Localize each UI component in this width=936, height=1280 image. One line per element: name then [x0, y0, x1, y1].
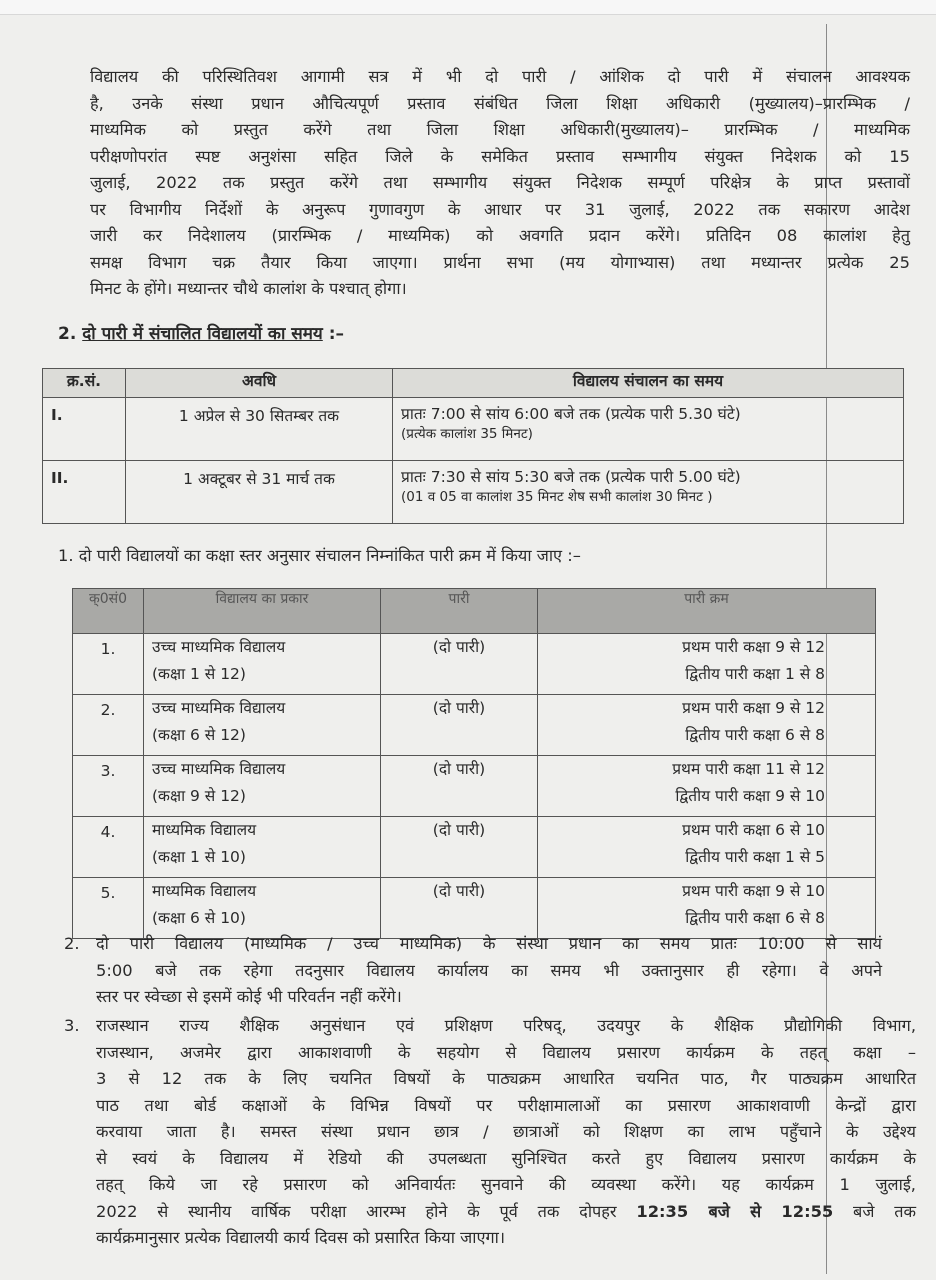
- row-serial: 4.: [73, 817, 144, 878]
- table-row: [73, 695, 876, 756]
- row-serial: 1.: [73, 634, 144, 695]
- row-shift: (दो पारी): [381, 878, 538, 939]
- row-shift: (दो पारी): [381, 756, 538, 817]
- time-note: (प्रत्येक कालांश 35 मिनट): [401, 426, 533, 442]
- point-3-line: [96, 1199, 916, 1226]
- row-time: [393, 461, 904, 524]
- point-3-line: करवाया जाता है। समस्त संस्था प्रधान छात्र / छात्राओं को शिक्षण का लाभ पहुँचाने के उद्देश्य: [96, 1122, 916, 1141]
- intro-line: पर विभागीय निर्देशों के अनुरूप गुणावगुण के आधार पर 31 जुलाई, 2022 तक सकारण आदेश: [90, 199, 910, 219]
- row-shift-order: [538, 756, 876, 817]
- row-shift-order: [538, 634, 876, 695]
- second-shift: द्वितीय पारी कक्षा 1 से 8: [685, 665, 825, 683]
- second-shift: द्वितीय पारी कक्षा 1 से 5: [685, 848, 825, 866]
- table-row: [73, 756, 876, 817]
- table-header-row: [43, 369, 904, 398]
- second-shift: द्वितीय पारी कक्षा 9 से 10: [675, 787, 825, 805]
- point-3-paragraph: [96, 1013, 916, 1252]
- time-text: प्रातः 7:00 से सांय 6:00 बजे तक (प्रत्येक पारी 5.30 घंटे): [401, 405, 741, 423]
- time-note: (01 व 05 वा कालांश 35 मिनट शेष सभी कालांश 30 मिनट ): [401, 489, 713, 505]
- point-3-line: कार्यक्रमानुसार प्रत्येक विद्यालयी कार्य दिवस को प्रसारित किया जाएगा।: [96, 1228, 506, 1247]
- row-school-type: [144, 878, 381, 939]
- point-3-line: 3 से 12 तक के लिए चयनित विषयों के पाठ्यक्रम आधारित चयनित पाठ, गैर पाठ्यक्रम आधारित: [96, 1069, 916, 1088]
- timing-table: [42, 368, 904, 524]
- point-3-line: से स्वयं के विद्यालय में रेडियो की उपलब्धता सुनिश्चित करते हुए विद्यालय प्रसारण कार्यक्रम के: [96, 1148, 916, 1168]
- row-shift-order: [538, 695, 876, 756]
- intro-line: समक्ष विभाग चक्र तैयार किया जाएगा। प्रार्थना सभा (मय योगाभ्यास) तथा मध्यान्तर प्रत्येक 25: [90, 252, 910, 272]
- intro-line: जुलाई, 2022 तक प्रस्तुत करेंगे तथा सम्भागीय संयुक्त निदेशक सम्पूर्ण परिक्षेत्र के प्राप्त प्रस्तावों: [90, 173, 910, 192]
- first-shift: प्रथम पारी कक्षा 9 से 10: [682, 882, 825, 900]
- school-type: उच्च माध्यमिक विद्यालय: [152, 760, 286, 778]
- school-type: उच्च माध्यमिक विद्यालय: [152, 699, 286, 717]
- intro-paragraph: [90, 64, 910, 303]
- row-shift-order: [538, 817, 876, 878]
- school-type: उच्च माध्यमिक विद्यालय: [152, 638, 286, 656]
- section-number: 2.: [58, 324, 77, 344]
- intro-line: जारी कर निदेशालय (प्रारम्भिक / माध्यमिक) को अवगति प्रदान करेंगे। प्रतिदिन 08 कालांश हेतु: [90, 226, 910, 245]
- header-school-type: विद्यालय का प्रकार: [144, 589, 381, 634]
- point-3-line: पाठ तथा बोर्ड कक्षाओं के विभिन्न विषयों पर परीक्षामालाओं का प्रसारण आकाशवाणी केन्द्रों द्वारा: [96, 1095, 916, 1115]
- point-3-line: राजस्थान राज्य शैक्षिक अनुसंधान एवं प्रशिक्षण परिषद्, उदयपुर के शैक्षिक प्रौद्योगिकी विभाग,: [96, 1016, 916, 1035]
- header-period: अवधि: [126, 369, 393, 398]
- table-row: [73, 817, 876, 878]
- school-classes: (कक्षा 1 से 12): [152, 665, 246, 683]
- intro-line: है, उनके संस्था प्रधान औचित्यपूर्ण प्रस्ताव संबंधित जिला शिक्षा अधिकारी (मुख्यालय)–प्रारम्भिक /: [90, 93, 910, 113]
- first-shift: प्रथम पारी कक्षा 9 से 12: [682, 638, 825, 656]
- row-time: [393, 398, 904, 461]
- point-2-line: दो पारी विद्यालय (माध्यमिक / उच्च माध्यमिक) के संस्था प्रधान का समय प्रातः 10:00 से सायं: [96, 934, 882, 953]
- school-classes: (कक्षा 6 से 10): [152, 909, 246, 927]
- point-number: 1.: [58, 546, 74, 565]
- school-type: माध्यमिक विद्यालय: [152, 882, 257, 900]
- scan-top-edge: [0, 0, 936, 15]
- row-school-type: [144, 756, 381, 817]
- header-serial: क्0सं0: [73, 589, 144, 634]
- point-2-number: 2.: [64, 934, 80, 953]
- point-3-number: 3.: [64, 1016, 80, 1035]
- intro-line: माध्यमिक को प्रस्तुत करेंगे तथा जिला शिक्षा अधिकारी(मुख्यालय)– प्रारम्भिक / माध्यमिक: [90, 120, 910, 139]
- intro-line: विद्यालय की परिस्थितिवश आगामी सत्र में भी दो पारी / आंशिक दो पारी में संचालन आवश्यक: [90, 67, 910, 86]
- second-shift: द्वितीय पारी कक्षा 6 से 8: [685, 909, 825, 927]
- school-classes: (कक्षा 9 से 12): [152, 787, 246, 805]
- row-shift: (दो पारी): [381, 817, 538, 878]
- table-row: [73, 878, 876, 939]
- section-title: दो पारी में संचालित विद्यालयों का समय: [82, 324, 323, 344]
- table-row: [43, 461, 904, 524]
- point-1: [58, 544, 581, 566]
- row-serial: 2.: [73, 695, 144, 756]
- header-serial: क्र.सं.: [43, 369, 126, 398]
- intro-line: मिनट के होंगे। मध्यान्तर चौथे कालांश के पश्चात् होगा।: [90, 279, 407, 298]
- time-text: प्रातः 7:30 से सांय 5:30 बजे तक (प्रत्येक पारी 5.00 घंटे): [401, 468, 741, 486]
- second-shift: द्वितीय पारी कक्षा 6 से 8: [685, 726, 825, 744]
- point-2-line: स्तर पर स्वेच्छा से इसमें कोई भी परिवर्तन नहीं करेंगे।: [96, 987, 402, 1006]
- row-period: 1 अक्टूबर से 31 मार्च तक: [126, 461, 393, 524]
- header-time: विद्यालय संचालन का समय: [393, 369, 904, 398]
- school-classes: (कक्षा 1 से 10): [152, 848, 246, 866]
- point-2-paragraph: [96, 931, 882, 1011]
- point-text: दो पारी विद्यालयों का कक्षा स्तर अनुसार संचालन निम्नांकित पारी क्रम में किया जाए :–: [78, 546, 581, 565]
- school-type: माध्यमिक विद्यालय: [152, 821, 257, 839]
- row-shift: (दो पारी): [381, 695, 538, 756]
- row-serial: II.: [43, 461, 126, 524]
- row-school-type: [144, 817, 381, 878]
- row-serial: 5.: [73, 878, 144, 939]
- intro-line: परीक्षणोपरांत स्पष्ट अनुशंसा सहित जिले के समेकित प्रस्ताव सम्भागीय संयुक्त निदेशक को 15: [90, 146, 910, 166]
- point-3-line: तहत् किये जा रहे प्रसारण को अनिवार्यतः सुनवाने की व्यवस्था करेंगे। यह कार्यक्रम 1 जुलाई,: [96, 1175, 916, 1194]
- section-heading: [58, 321, 344, 344]
- header-shift: पारी: [381, 589, 538, 634]
- point-3-line: राजस्थान, अजमेर द्वारा आकाशवाणी के सहयोग से विद्यालय प्रसारण कार्यक्रम के तहत् कक्षा –: [96, 1042, 916, 1062]
- first-shift: प्रथम पारी कक्षा 9 से 12: [682, 699, 825, 717]
- row-school-type: [144, 634, 381, 695]
- first-shift: प्रथम पारी कक्षा 11 से 12: [672, 760, 825, 778]
- table-row: [43, 398, 904, 461]
- school-classes: (कक्षा 6 से 12): [152, 726, 246, 744]
- section-suffix: :–: [322, 324, 345, 344]
- table-header-row: [73, 589, 876, 634]
- header-shift-order: पारी क्रम: [538, 589, 876, 634]
- broadcast-time: 12:35 बजे से 12:55: [636, 1201, 834, 1221]
- row-shift: (दो पारी): [381, 634, 538, 695]
- point-3-line8-start: 2022 से स्थानीय वार्षिक परीक्षा आरम्भ होने के पूर्व तक दोपहर: [96, 1201, 637, 1221]
- first-shift: प्रथम पारी कक्षा 6 से 10: [682, 821, 825, 839]
- row-period: 1 अप्रेल से 30 सितम्बर तक: [126, 398, 393, 461]
- row-serial: 3.: [73, 756, 144, 817]
- row-serial: I.: [43, 398, 126, 461]
- row-school-type: [144, 695, 381, 756]
- point-3-line8-end: बजे तक: [833, 1201, 917, 1221]
- point-2-line: 5:00 बजे तक रहेगा तदनुसार विद्यालय कार्यालय का समय भी उक्तानुसार ही रहेगा। वे अपने: [96, 960, 882, 980]
- shift-table: [72, 588, 876, 939]
- table-row: [73, 634, 876, 695]
- row-shift-order: [538, 878, 876, 939]
